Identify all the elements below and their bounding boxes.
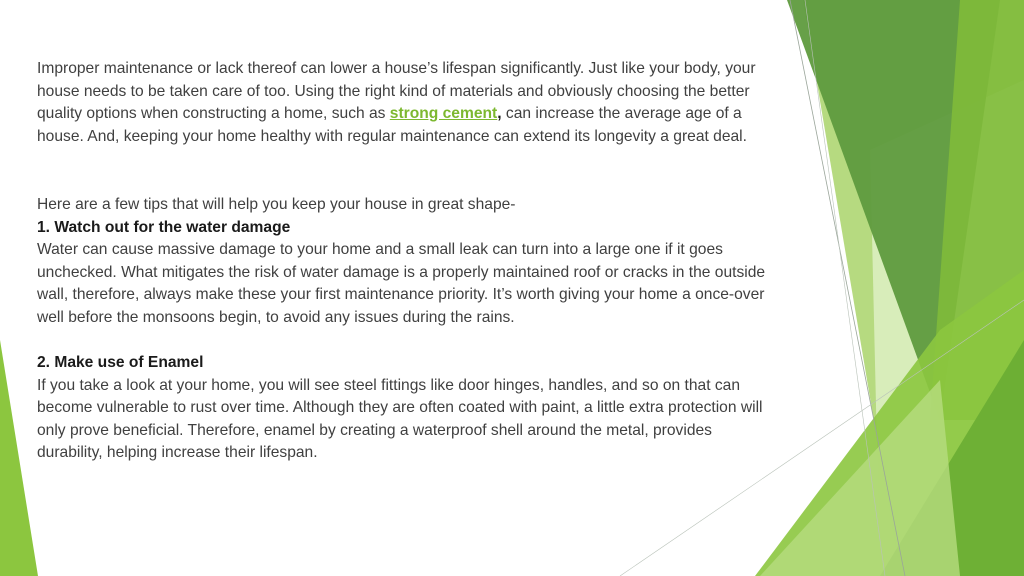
shard-bottom-pale bbox=[760, 380, 960, 576]
tip-2-body: If you take a look at your home, you will see steel fittings like door hinges, handles, and so on that can become vulnerable to rust over time. Although they are often coated with paint, a little extra protection will only prove beneficial. Therefore, enamel by creating a waterproof shell around the metal, provides durability, helping increase their lifespan. bbox=[37, 376, 763, 461]
intro-text-after: can increase the average age of a house. And, keeping your home healthy with regular maintenance can extend its longevity a great deal. bbox=[37, 105, 747, 145]
shard-left bbox=[0, 340, 38, 576]
spacer bbox=[37, 148, 772, 194]
strong-cement-link[interactable]: strong cement bbox=[389, 105, 498, 122]
spacer bbox=[37, 329, 772, 352]
tip-1-heading: 1. Watch out for the water damage bbox=[37, 218, 291, 236]
tips-intro: Here are a few tips that will help you keep your house in great shape- bbox=[37, 196, 516, 213]
tip-1-body: Water can cause massive damage to your home and a small leak can turn into a large one if it goes unchecked. What mitigates the risk of water damage is a properly maintained roof or cracks in the outside wall, therefore, always make these your first maintenance priority. It’s worth giving your home a once-over well before the monsoons begin, to avoid any issues during the rains. bbox=[37, 241, 766, 326]
intro-paragraph bbox=[37, 58, 772, 148]
link-comma: , bbox=[497, 105, 502, 122]
tip-2-heading: 2. Make use of Enamel bbox=[37, 354, 204, 371]
intro-text-before: Improper maintenance or lack thereof can lower a house’s lifespan significantly. Just like your body, your house needs to be taken care of too. Using the right kind of materials and obviously choosing the better quality options when constructing a home, such as bbox=[37, 60, 756, 122]
article-body bbox=[37, 58, 772, 465]
